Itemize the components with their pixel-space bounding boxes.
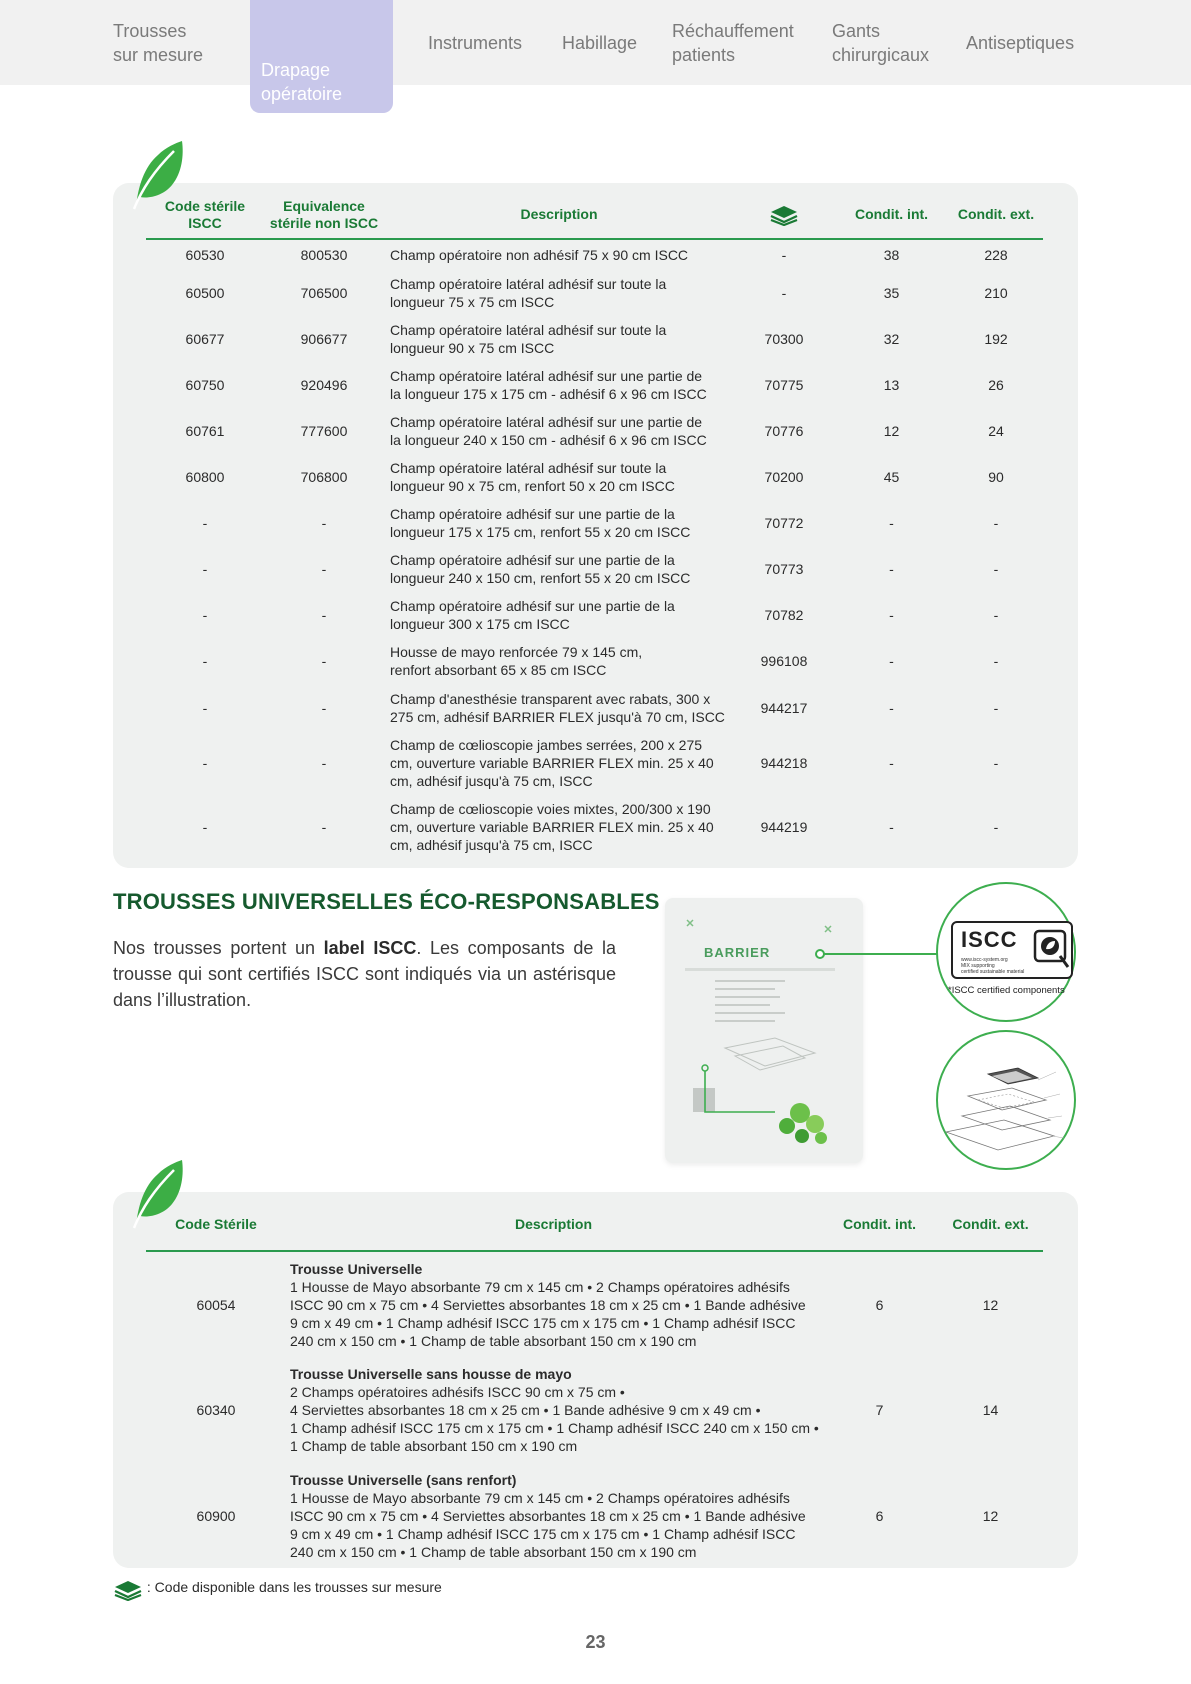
cell-cond-int: - — [889, 515, 894, 531]
page-number: 23 — [585, 1632, 606, 1652]
cell-description: Champ opératoire latéral adhésif sur une partie de la longueur 240 x 150 cm - adhésif 6 x 96 cm ISCC — [390, 414, 707, 448]
body-text-pre: Nos trousses portent un — [113, 938, 324, 958]
cell-cond-ext: 90 — [988, 469, 1004, 485]
cell-custom-code: 70772 — [764, 515, 804, 531]
table-row — [146, 795, 1043, 859]
universal-kits-table — [146, 1199, 1043, 1569]
col-header-equivalence-label: Equivalence stérile non ISCC — [269, 197, 379, 231]
iscc-products-body — [146, 239, 1043, 859]
cell-equivalence: - — [321, 561, 327, 577]
cell-cond-ext: - — [993, 607, 999, 623]
col-header-cond-int: Condit. int. — [842, 1216, 917, 1232]
cell-cond-ext: 228 — [984, 247, 1008, 263]
cell-cond-ext: - — [993, 819, 999, 835]
cell-cond-ext: - — [993, 755, 999, 771]
col-header-description: Description — [520, 206, 598, 222]
cell-cond-int: 45 — [883, 469, 900, 485]
kit-title: Trousse Universelle sans housse de mayo — [290, 1366, 572, 1382]
table-row — [146, 316, 1043, 362]
col-header-cond-ext: Condit. ext. — [957, 206, 1035, 222]
table-row — [146, 239, 1043, 270]
nav-tab-drapage-active[interactable] — [250, 0, 393, 113]
col-header-code-label: Code stérile ISCC — [164, 197, 246, 231]
cell-custom-code: 70773 — [764, 561, 804, 577]
cell-cond-int: 6 — [875, 1508, 884, 1524]
cell-custom-code: 70300 — [764, 331, 804, 347]
cell-cond-int: - — [889, 699, 894, 716]
cell-custom-code: 944217 — [760, 699, 808, 716]
cell-custom-code: - — [781, 247, 787, 263]
col-header-code: Code Stérile — [175, 1216, 257, 1232]
cell-description: Champ opératoire latéral adhésif sur toute la longueur 90 x 75 cm ISCC — [390, 322, 667, 356]
cell-code: - — [202, 755, 208, 771]
cell-equivalence: - — [321, 755, 327, 771]
cell-cond-ext: 26 — [988, 377, 1004, 393]
cell-custom-code: 70782 — [764, 607, 804, 623]
nav-tab-instruments[interactable]: Instruments — [428, 33, 523, 53]
cell-code: - — [202, 561, 208, 577]
table-row — [146, 500, 1043, 546]
cell-cond-int: 12 — [883, 423, 900, 439]
cell-cond-ext: - — [993, 653, 999, 669]
table-row — [146, 454, 1043, 500]
cell-equivalence: - — [321, 515, 327, 531]
table-row — [146, 1357, 1043, 1463]
cell-custom-code: 996108 — [760, 653, 808, 669]
iscc-logo-small-text: www.iscc-system.org MIX supporting certified sustainable material — [961, 957, 1025, 975]
nav-tab-trousses[interactable]: Trousses sur mesure — [113, 21, 204, 65]
iscc-logo-text: ISCC — [961, 927, 1018, 952]
cell-description: Champ opératoire latéral adhésif sur toute la longueur 90 x 75 cm, renfort 50 x 20 cm ISCC — [390, 460, 675, 494]
cell-description: Champ opératoire latéral adhésif sur toute la longueur 75 x 75 cm ISCC — [390, 276, 667, 310]
cell-code: 60340 — [196, 1402, 236, 1418]
cell-equivalence: - — [321, 653, 327, 669]
universal-kits-body — [146, 1251, 1043, 1569]
cell-custom-code: 944219 — [760, 819, 808, 835]
cell-code: - — [202, 699, 208, 716]
kit-contents: 2 Champs opératoires adhésifs ISCC 90 cm x 75 cm • 4 Serviettes absorbantes 18 cm x 25 cm • 1 Bande adhésive 9 cm x 49 cm • 1 Champ adhésif ISCC 175 cm x 175 cm • 1 Champ adhésif ISCC 240 cm x 150 cm • 1 Champ de table absorbant 150 cm x 190 cm — [290, 1384, 819, 1454]
magnifier-leaf-icon — [1033, 929, 1071, 973]
cell-description: Champ d'anesthésie transparent avec rabats, 300 x 275 cm, adhésif BARRIER FLEX jusqu'à 70 cm, ISCC — [390, 690, 725, 725]
cell-equivalence: 777600 — [300, 423, 348, 439]
col-header-cond-ext: Condit. ext. — [952, 1216, 1029, 1232]
top-navigation — [0, 0, 1191, 85]
cell-custom-code: 944218 — [760, 755, 808, 771]
components-diagram-callout — [936, 1030, 1076, 1170]
cell-cond-int: 38 — [883, 247, 900, 263]
cell-description: Champ opératoire adhésif sur une partie de la longueur 175 x 175 cm, renfort 55 x 20 cm ISCC — [390, 506, 691, 540]
table-row — [146, 592, 1043, 638]
cell-cond-ext: 12 — [982, 1296, 999, 1313]
kit-title: Trousse Universelle (sans renfort) — [290, 1472, 517, 1488]
table-row — [146, 408, 1043, 454]
cell-cond-ext: - — [993, 561, 999, 577]
cell-cond-int: - — [889, 607, 894, 623]
table-row — [146, 684, 1043, 731]
cell-custom-code: 70776 — [764, 423, 804, 439]
cell-code: 60054 — [196, 1296, 236, 1313]
brand-logo: BARRIER — [704, 945, 771, 960]
cell-cond-int: 13 — [883, 377, 900, 393]
connector-lines — [810, 890, 950, 1120]
nav-tab-antiseptiques[interactable]: Antiseptiques — [966, 33, 1075, 53]
nav-tab-drapage-label: Drapage opératoire — [261, 60, 343, 104]
iscc-caption: *ISCC certified components — [948, 985, 1065, 996]
cell-cond-ext: - — [993, 699, 999, 716]
cell-description: Housse de mayo renforcée 79 x 145 cm, renfort absorbant 65 x 85 cm ISCC — [390, 644, 643, 678]
cell-equivalence: - — [321, 819, 327, 835]
kit-contents: 1 Housse de Mayo absorbante 79 cm x 145 cm • 2 Champs opératoires adhésifs ISCC 90 cm x 75 cm • 4 Serviettes absorbantes 18 cm x 25 cm • 1 Bande adhésive 9 cm x 49 cm • 1 Champ adhésif ISCC 175 cm x 175 cm • 1 Champ adhésif ISCC 240 cm x 150 cm • 1 Champ de table absorbant 150 cm x 190 cm — [290, 1490, 806, 1560]
cell-code: 60800 — [185, 469, 225, 485]
cell-equivalence: 706500 — [300, 285, 348, 301]
cell-cond-int: - — [889, 755, 894, 771]
cell-equivalence: - — [321, 699, 327, 716]
cell-description: Champ opératoire latéral adhésif sur une partie de la longueur 175 x 175 cm - adhésif 6 x 96 cm ISCC — [390, 368, 707, 402]
cell-cond-int: 35 — [883, 285, 900, 301]
iscc-logo — [951, 921, 1073, 979]
table-row — [146, 638, 1043, 684]
kit-contents: 1 Housse de Mayo absorbante 79 cm x 145 cm • 2 Champs opératoires adhésifs ISCC 90 cm x 75 cm • 4 Serviettes absorbantes 18 cm x 25 cm • 1 Bande adhésive 9 cm x 49 cm • 1 Champ adhésif ISCC 175 cm x 175 cm • 1 Champ adhésif ISCC 240 cm x 150 cm • 1 Champ de table absorbant 150 cm x 190 cm — [290, 1278, 806, 1349]
cell-code: 60761 — [185, 423, 225, 439]
col-header-cond-int: Condit. int. — [854, 206, 929, 222]
col-header-custom-kit — [734, 191, 834, 239]
cell-description: Champ de cœlioscopie jambes serrées, 200 x 275 cm, ouverture variable BARRIER FLEX min. 25 x 40 cm, adhésif jusqu'à 75 cm, ISCC — [390, 737, 714, 789]
cell-cond-int: 32 — [883, 331, 900, 347]
cell-code: 60900 — [196, 1508, 236, 1524]
cell-code: 60677 — [185, 331, 225, 347]
cell-code: 60530 — [185, 247, 225, 263]
section-title: TROUSSES UNIVERSELLES ÉCO-RESPONSABLES — [113, 889, 660, 914]
cell-cond-ext: 210 — [984, 285, 1008, 301]
cell-cond-ext: 12 — [982, 1508, 999, 1524]
cell-custom-code: - — [781, 285, 787, 301]
iscc-label-callout — [936, 882, 1076, 1022]
body-text-post: . Les composants de la trousse qui sont certifiés ISCC sont indiqués via un astérisque dans l’illustration. — [113, 938, 617, 1010]
nav-tab-rechauffement[interactable]: Réchauffement patients — [672, 21, 794, 65]
cell-cond-ext: 24 — [988, 423, 1004, 439]
cell-description — [286, 1251, 821, 1357]
cell-equivalence: - — [321, 607, 327, 623]
cell-cond-int: - — [889, 561, 894, 577]
table-row — [146, 546, 1043, 592]
legend-text: : Code disponible dans les trousses sur mesure — [146, 1578, 442, 1595]
cell-code: 60500 — [185, 285, 225, 301]
col-header-equivalence — [264, 191, 384, 239]
stacked-layers-icon — [113, 1579, 143, 1601]
iscc-products-table — [146, 191, 1043, 859]
table-row — [146, 1463, 1043, 1569]
cell-cond-int: - — [889, 653, 894, 669]
cell-cond-int: - — [889, 819, 894, 835]
cell-code: 60750 — [185, 377, 225, 393]
legend — [113, 1579, 442, 1601]
table-row — [146, 270, 1043, 316]
table-row — [146, 731, 1043, 795]
cell-description: Champ opératoire non adhésif 75 x 90 cm ISCC — [390, 247, 689, 263]
cell-custom-code: 70775 — [764, 377, 804, 393]
cell-code: - — [202, 819, 208, 835]
table-row — [146, 362, 1043, 408]
cell-cond-ext: - — [993, 515, 999, 531]
col-header-description: Description — [514, 1216, 592, 1232]
nav-tab-habillage[interactable]: Habillage — [562, 33, 638, 53]
drape-layout-diagram — [938, 1032, 1074, 1168]
cell-description: Champ opératoire adhésif sur une partie de la longueur 240 x 150 cm, renfort 55 x 20 cm ISCC — [390, 552, 691, 586]
section-body — [113, 935, 616, 1013]
cell-equivalence: 920496 — [300, 377, 348, 393]
col-header-code — [146, 191, 264, 239]
body-text-bold: label ISCC — [323, 938, 417, 958]
cell-description — [286, 1357, 821, 1463]
stacked-layers-icon — [769, 204, 799, 226]
cell-code: - — [202, 607, 208, 623]
kit-title: Trousse Universelle — [290, 1260, 423, 1277]
cell-description: Champ opératoire adhésif sur une partie de la longueur 300 x 175 cm ISCC — [390, 598, 675, 632]
cell-description: Champ de cœlioscopie voies mixtes, 200/300 x 190 cm, ouverture variable BARRIER FLEX min. 25 x 40 cm, adhésif jusqu'à 75 cm, ISCC — [390, 801, 714, 853]
table-row — [146, 1251, 1043, 1357]
cell-description — [286, 1463, 821, 1569]
cell-equivalence: 706800 — [300, 469, 348, 485]
cell-equivalence: 800530 — [300, 247, 348, 263]
cell-cond-int: 6 — [875, 1296, 884, 1313]
cell-cond-ext: 192 — [984, 331, 1008, 347]
cell-code: - — [202, 515, 208, 531]
nav-tab-gants[interactable]: Gants chirurgicaux — [832, 21, 930, 65]
cell-code: - — [202, 653, 208, 669]
cell-equivalence: 906677 — [300, 331, 348, 347]
cell-cond-ext: 14 — [982, 1402, 999, 1418]
cell-custom-code: 70200 — [764, 469, 804, 485]
cell-cond-int: 7 — [875, 1402, 884, 1418]
